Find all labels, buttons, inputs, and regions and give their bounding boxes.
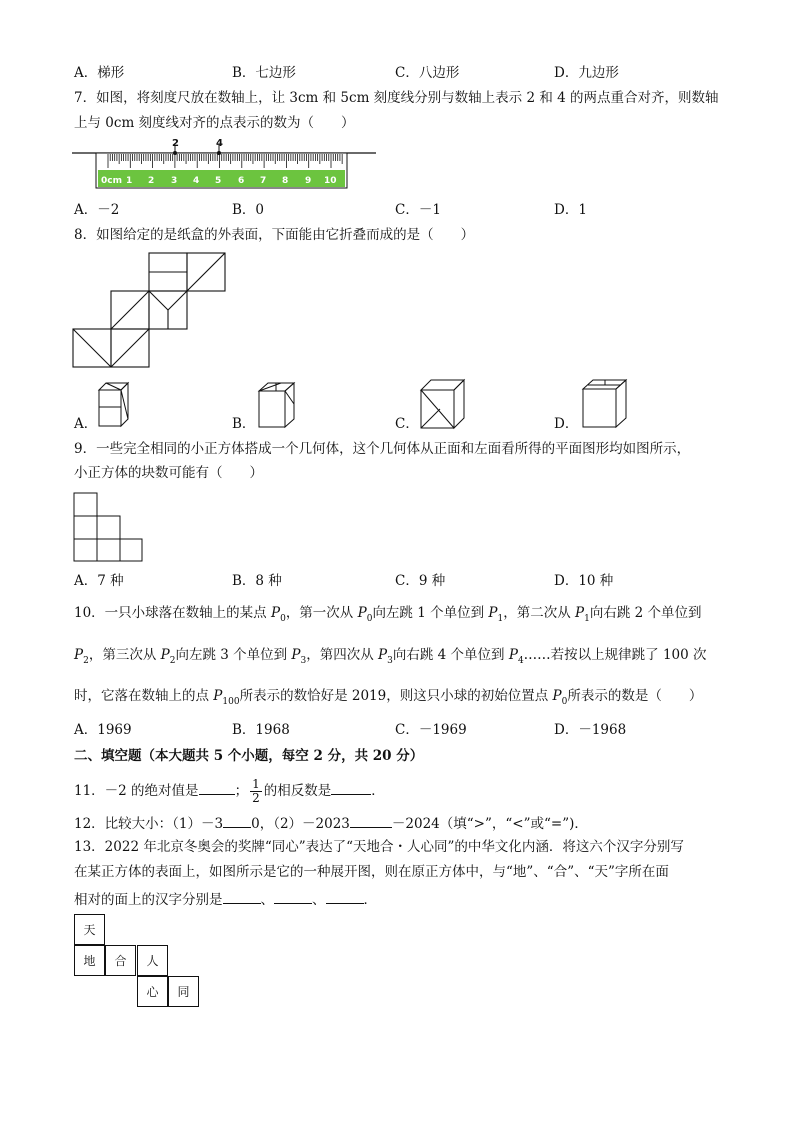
q9-view-figure xyxy=(72,491,144,563)
q10-stem-line3: 时，它落在数轴上的点 $P_{100}$所表示的数恰好是 2019，则这只小球的初始位置点 $P_0$所表示的数是（ ） xyxy=(74,688,703,707)
q8-option-c-cube xyxy=(418,376,468,432)
ruler-label-1: 1 xyxy=(126,176,133,186)
q9-stem-line1: 9．一些完全相同的小正方体搭成一个几何体，这个几何体从正面和左面看所得的平面图形均如图所示， xyxy=(74,441,691,457)
q8-option-a-cube xyxy=(96,379,130,431)
q10-option-d: D．－1968 xyxy=(554,722,627,738)
q9-option-c: C．9 种 xyxy=(395,573,446,589)
net-cell-di: 地 xyxy=(74,945,105,976)
q11-blank-1[interactable] xyxy=(199,780,235,795)
q6-option-a: A．梯形 xyxy=(74,65,125,81)
q8-stem: 8．如图给定的是纸盒的外表面，下面能由它折叠而成的是（ ） xyxy=(74,227,475,243)
ruler-label-7: 7 xyxy=(260,176,267,186)
net-cell-tian: 天 xyxy=(74,914,105,945)
q6-option-c: C．八边形 xyxy=(395,65,460,81)
q10-option-a: A．1969 xyxy=(74,722,132,738)
ruler-label-6: 6 xyxy=(238,176,245,186)
ruler-label-10: 10 xyxy=(324,176,337,186)
q13-stem-line1: 13．2022 年北京冬奥会的奖牌“同心”表达了“天地合・人心同”的中华文化内涵．将这六个汉字分别写 xyxy=(74,839,684,855)
net-cell-he: 合 xyxy=(105,945,136,976)
section-2-title: 二、填空题（本大题共 5 个小题，每空 2 分，共 20 分） xyxy=(74,748,424,764)
ruler-label-9: 9 xyxy=(305,176,312,186)
q8-option-a-label: A． xyxy=(74,416,98,432)
ruler-label-2: 2 xyxy=(148,176,155,186)
q7-option-c: C．－1 xyxy=(395,202,441,218)
q8-option-b-label: B． xyxy=(232,416,256,432)
q13-blank-2[interactable] xyxy=(274,889,312,904)
q7-option-d: D．1 xyxy=(554,202,587,218)
q13-stem-line3: 相对的面上的汉字分别是 、 、 ． xyxy=(74,889,377,909)
axis-label-4: 4 xyxy=(216,138,223,149)
q10-stem-line1: 10．一只小球落在数轴上的某点 $P_0$，第一次从 $P_0$向左跳 1 个单位到 $P_1$，第二次从 $P_1$向右跳 2 个单位到 xyxy=(74,605,702,624)
q9-stem-line2: 小正方体的块数可能有（ ） xyxy=(74,465,263,481)
q9-option-d: D．10 种 xyxy=(554,573,614,589)
q9-option-a: A．7 种 xyxy=(74,573,124,589)
q12-blank-2[interactable] xyxy=(350,813,392,828)
net-cell-xin: 心 xyxy=(137,976,168,1007)
q6-option-b: B．七边形 xyxy=(232,65,296,81)
q7-stem-line2: 上与 0cm 刻度线对齐的点表示的数为（ ） xyxy=(74,115,355,131)
axis-label-2: 2 xyxy=(172,138,179,149)
ruler-label-0cm: 0cm xyxy=(101,176,122,186)
fraction-one-half: $\frac{1}{2}$ xyxy=(252,777,260,805)
q11-blank-2[interactable] xyxy=(331,780,371,795)
ruler-label-5: 5 xyxy=(215,176,222,186)
q10-stem-line2: $P_2$，第三次从 $P_2$向左跳 3 个单位到 $P_3$，第四次从 $P_3$向右跳 4 个单位到 $P_4\dots\dots$若按以上规律跳了 100 次 xyxy=(74,647,707,666)
q6-option-d: D．九边形 xyxy=(554,65,619,81)
net-cell-ren: 人 xyxy=(137,945,168,976)
q8-box-net-figure xyxy=(70,250,230,370)
q12-blank-1[interactable] xyxy=(223,813,251,828)
q8-option-d-cube xyxy=(580,376,630,432)
q11-stem: 11．－2 的绝对值是 ； $\frac{1}{2}$ 的相反数是 ． xyxy=(74,777,385,805)
q7-option-a: A．－2 xyxy=(74,202,120,218)
net-cell-tong: 同 xyxy=(168,976,199,1007)
ruler-label-3: 3 xyxy=(171,176,178,186)
q7-ruler-figure xyxy=(70,136,380,192)
q8-option-c-label: C． xyxy=(395,416,419,432)
q9-option-b: B．8 种 xyxy=(232,573,282,589)
q7-stem-line1: 7．如图，将刻度尺放在数轴上，让 3cm 和 5cm 刻度线分别与数轴上表示 2 和 4 的两点重合对齐，则数轴 xyxy=(74,90,719,106)
q13-blank-3[interactable] xyxy=(326,889,364,904)
q13-stem-line2: 在某正方体的表面上，如图所示是它的一种展开图，则在原正方体中，与“地”、“合”、“天”字所在面 xyxy=(74,864,669,880)
q8-option-d-label: D． xyxy=(554,416,579,432)
q8-option-b-cube xyxy=(256,379,298,431)
q10-option-c: C．－1969 xyxy=(395,722,467,738)
q13-blank-1[interactable] xyxy=(223,889,261,904)
q12-stem: 12．比较大小：（1）－3 0，（2）－2023 －2024（填“>”，“<”或“=”)． xyxy=(74,813,588,833)
q7-option-b: B．0 xyxy=(232,202,265,218)
q10-option-b: B．1968 xyxy=(232,722,290,738)
ruler-label-4: 4 xyxy=(193,176,200,186)
ruler-label-8: 8 xyxy=(282,176,289,186)
